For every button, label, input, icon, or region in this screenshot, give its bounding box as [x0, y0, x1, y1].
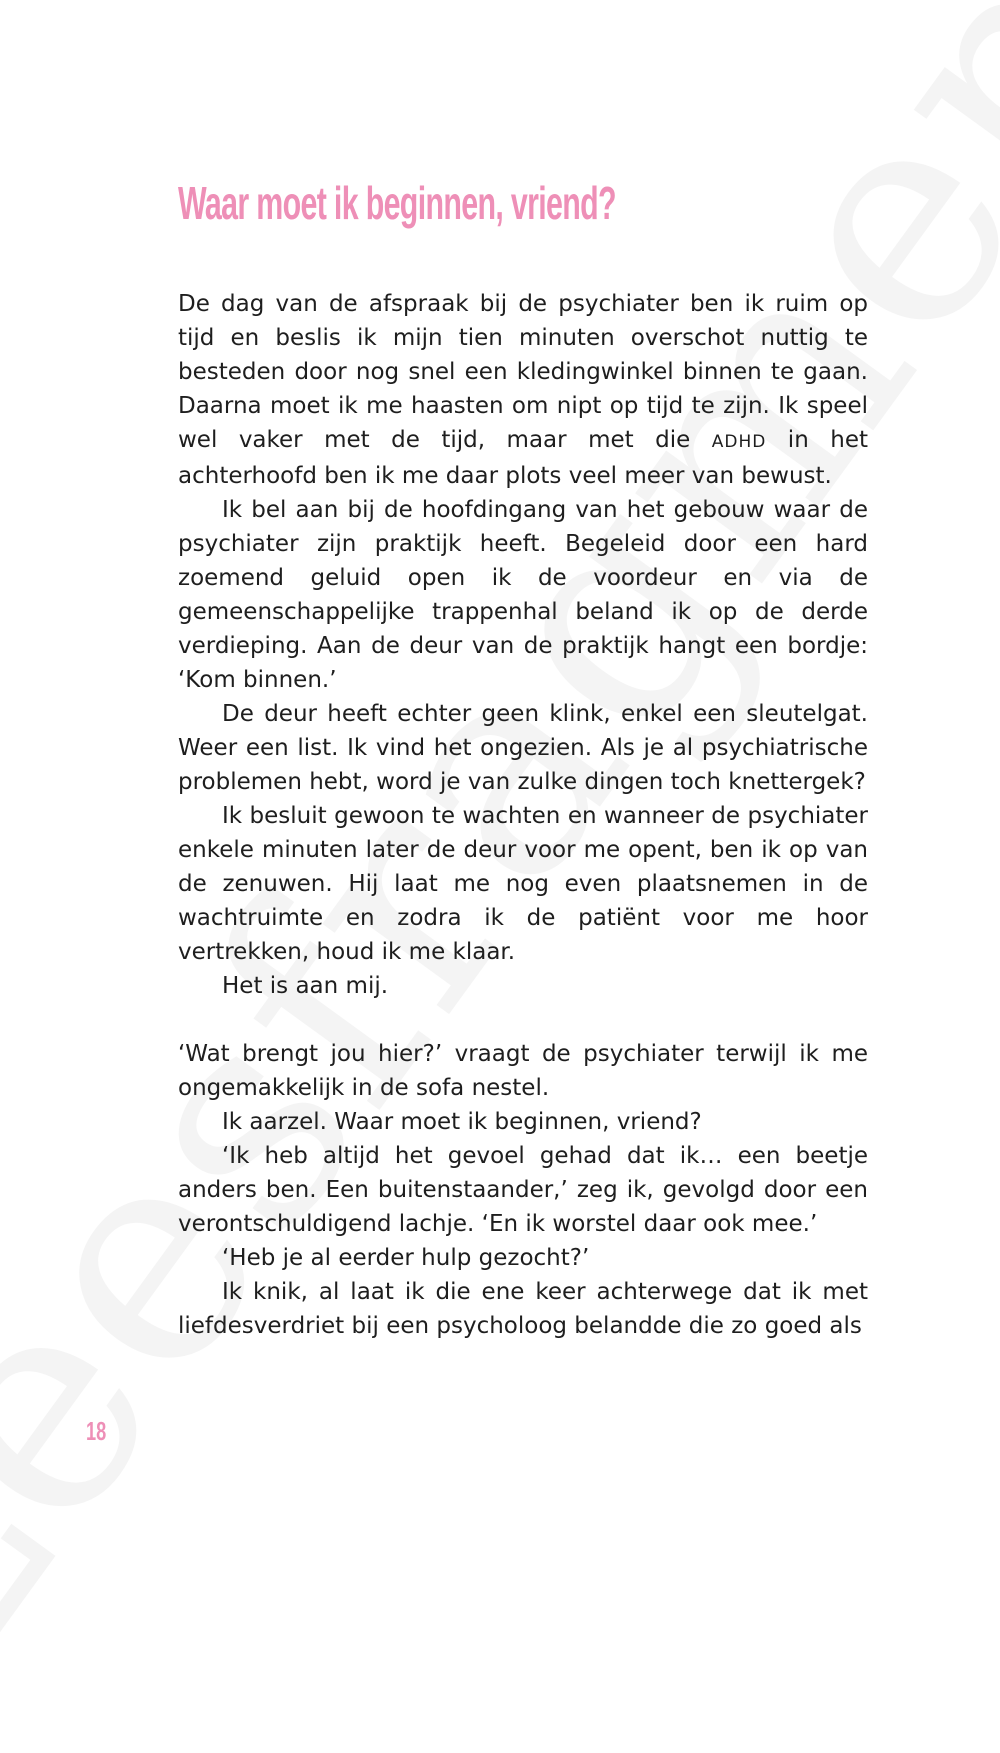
- paragraph: Het is aan mij.: [222, 973, 389, 999]
- abbreviation: ADHD: [711, 432, 767, 452]
- body-text: [178, 287, 868, 1343]
- paragraph: [178, 287, 868, 493]
- paragraph: Ik knik, al laat ik die ene keer achterwege dat ik met liefdesverdriet bij een psycholoog belandde die zo goed als: [178, 1279, 868, 1339]
- paragraph: Ik bel aan bij de hoofdingang van het gebouw waar de psychiater zijn praktijk heeft. Begeleid door een hard zoemend geluid open ik de voordeur en via de gemeenschappelijke trappenhal beland ik op de derde verdieping. Aan de deur van de praktijk hangt een bordje: ‘Kom binnen.’: [178, 497, 868, 693]
- text-span: in het achterhoofd ben ik me daar plots veel meer van bewust.: [178, 427, 868, 489]
- page-number: 18: [86, 1416, 107, 1446]
- paragraph: Ik aarzel. Waar moet ik beginnen, vriend?: [222, 1109, 702, 1135]
- paragraph: Ik besluit gewoon te wachten en wanneer de psychiater enkele minuten later de deur voor me opent, ben ik op van de zenuwen. Hij laat me nog even plaatsnemen in de wachtruimte en zodra ik de patiënt voor me hoor vertrekken, houd ik me klaar.: [178, 803, 868, 965]
- text-span: De dag van de afspraak bij de psychiater ben ik ruim op tijd en beslis ik mijn tien minuten overschot nuttig te besteden door nog snel een kledingwinkel binnen te gaan. Daarna moet ik me haasten om nipt op tijd te zijn. Ik speel wel vaker met de tijd, maar met die: [178, 291, 868, 453]
- paragraph: ‘Ik heb altijd het gevoel gehad dat ik… een beetje anders ben. Een buitenstaander,’ zeg ik, gevolgd door een verontschuldigend lachje. ‘En ik worstel daar ook mee.’: [178, 1143, 868, 1237]
- chapter-heading: Waar moet ik beginnen, vriend?: [178, 177, 616, 229]
- paragraph: ‘Heb je al eerder hulp gezocht?’: [222, 1245, 590, 1271]
- paragraph: De deur heeft echter geen klink, enkel een sleutelgat. Weer een list. Ik vind het ongezien. Als je al psychiatrische problemen hebt, word je van zulke dingen toch knettergek?: [178, 701, 868, 795]
- paragraph: ‘Wat brengt jou hier?’ vraagt de psychiater terwijl ik me ongemakkelijk in de sofa nestel.: [178, 1041, 868, 1101]
